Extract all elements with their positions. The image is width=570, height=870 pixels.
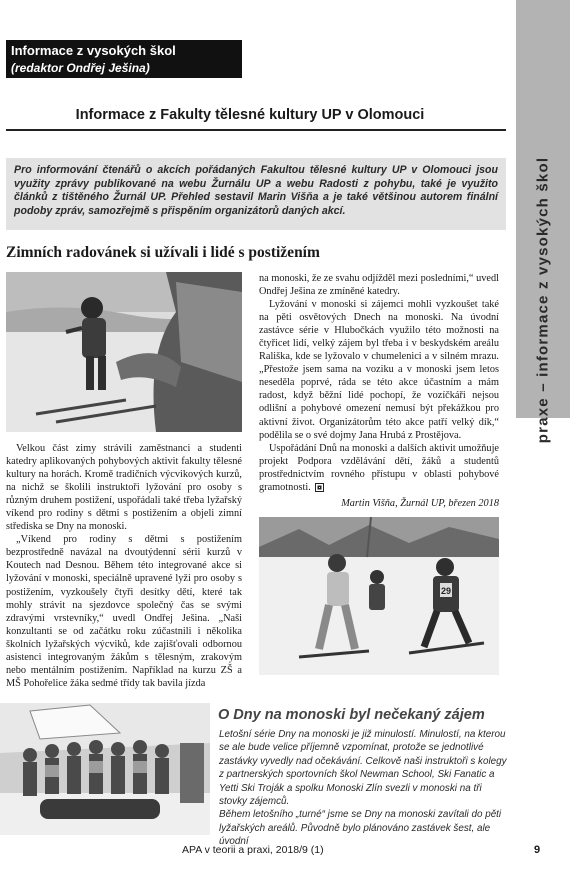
article2-paragraph: Během letošního „turné“ jsme se Dny na monoski zavítali do pěti lyžařských areálů. Původně bylo plánováno zastávek šest, ale úvodní [219,809,502,848]
end-mark-icon [315,483,324,492]
article2-heading: O Dny na monoski byl nečekaný zájem [218,707,485,723]
article1-paragraph: Velkou část zimy strávili zaměstnanci a studenti katedry aplikovaných pohybových aktivit fakulty tělesné kultury na horách. Kromě tradičních výcvikových kurzů, na nichž se školili instruktoři lyžování pro osoby s různým druhem postižení, uspořádali také třeba lyžařský víkend pro rodiny s dětmi s postižením a objeli zimní střediska se Dny na monoski. [6,443,242,533]
article1-paragraph: Lyžování v monoski si zájemci mohli vyzkoušet také na pěti osvětových Dnech na monoski. Na úvodní zastávce série v Hlubočkách využilo této možnosti na čtyřicet lidí, velký zájem byl třeba i v beskydském areálu Rališka, kde se lyžovalo v chumelenici a v silném mrazu. „Přestože jsem sama na voziku a v monoski jsem letos neseděla poprvé, ráda se této akce účastním a mám radost, když běžní lidé pochopí, že vozíčkáři nejsou odlišní a pohybové omezení nemusí být překážkou pro aktivní život. Organizátorům této akce patří velký dík,“ podělila se o své dojmy Jana Hrubá z Prostějova. [259,299,499,441]
article1-paragraph: „Víkend pro rodiny s dětmi s postižením bezprostředně navázal na dvoutýdenní sérii kurzů v Koutech nad Desnou. Během této integrované akce si lyžování v monoski, speciálně upravené lyži pro osoby s postižením, vyzkoušely čtyři desítky dětí, které tak mohly strávit na sjezdovce společný čas se svými zdravými vrstevníky,“ uvedl Ondřej Ješina. „Naši konzultanti se od začátku roku zúčastnili i několika školních lyžařských výcviků, kde zajišťovali odbornou asistenci integrovaným žákům s tělesným, zrakovým nebo mentálním postižením. Například na kurzu ZŠ a MŠ Pohořelice žáka sedmé třídy tak bavila jízda [6,534,242,689]
article1-signature: Martin Višňa, Žurnál UP, březen 2018 [341,497,499,509]
article1-paragraph: na monoski, že ze svahu odjížděl mezi posledními,“ uvedl Ondřej Ješina ze zmíněné katedry. [259,273,499,298]
page-title: Informace z Fakulty tělesné kultury UP v Olomouci [75,107,425,123]
sidebar-label: praxe – informace z vysokých škol [534,156,552,444]
article2-column [219,728,509,849]
photo-children-skiing [259,517,499,675]
page-number: 9 [534,844,541,856]
article2-paragraph: Letošní série Dny na monoski je již minulostí. Minulostí, na kterou se ale bude velice příjemně vzpomínat, protože se jednotlivé zastávky vyvedly nad očekávání. Celkově naši instruktoři s kolegy z partnerských sportovních škol Newman School, Ski Fanatic a Yetti Ski Troják a spolku Monoski Zlín svezli v monoski na tři stovky zájemců. [219,729,507,808]
section-header [6,40,242,78]
intro-box [6,158,506,230]
article1-left-column [6,442,242,690]
article1-heading: Zimních radovánek si užívali i lidé s postižením [6,244,320,261]
section-editor: (redaktor Ondřej Ješina) [11,61,150,75]
article1-right-column [259,272,499,510]
article1-paragraph: Uspořádání Dnů na monoski a dalších aktivit umožňuje projekt Podpora vzdělávání dětí, žáků a studentů prostřednictvím rovného přístupu v oblasti pohybové gramotnosti. [259,442,499,493]
photo-group-monoski [0,703,210,835]
intro-text: Pro informování čtenářů o akcích pořádaných Fakultou tělesné kultury UP v Olomouci jsou využity zprávy publikované na webu Žurnálu UP a webu Radosti z pohybu, také je využito článků z tištěného Žurnál UP. Přehled sestavil Marin Višňa a je také většinou autorem finální podoby zpráv, samozřejmě s přispěním organizátorů daných akcí. [14,164,498,217]
sidebar-tab [516,0,570,444]
photo-child-skiing [6,272,242,432]
title-rule [6,129,506,131]
footer-journal: APA v teorii a praxi, 2018/9 (1) [182,844,324,856]
section-title: Informace z vysokých škol [11,43,176,58]
bib-number: 29 [440,586,452,596]
